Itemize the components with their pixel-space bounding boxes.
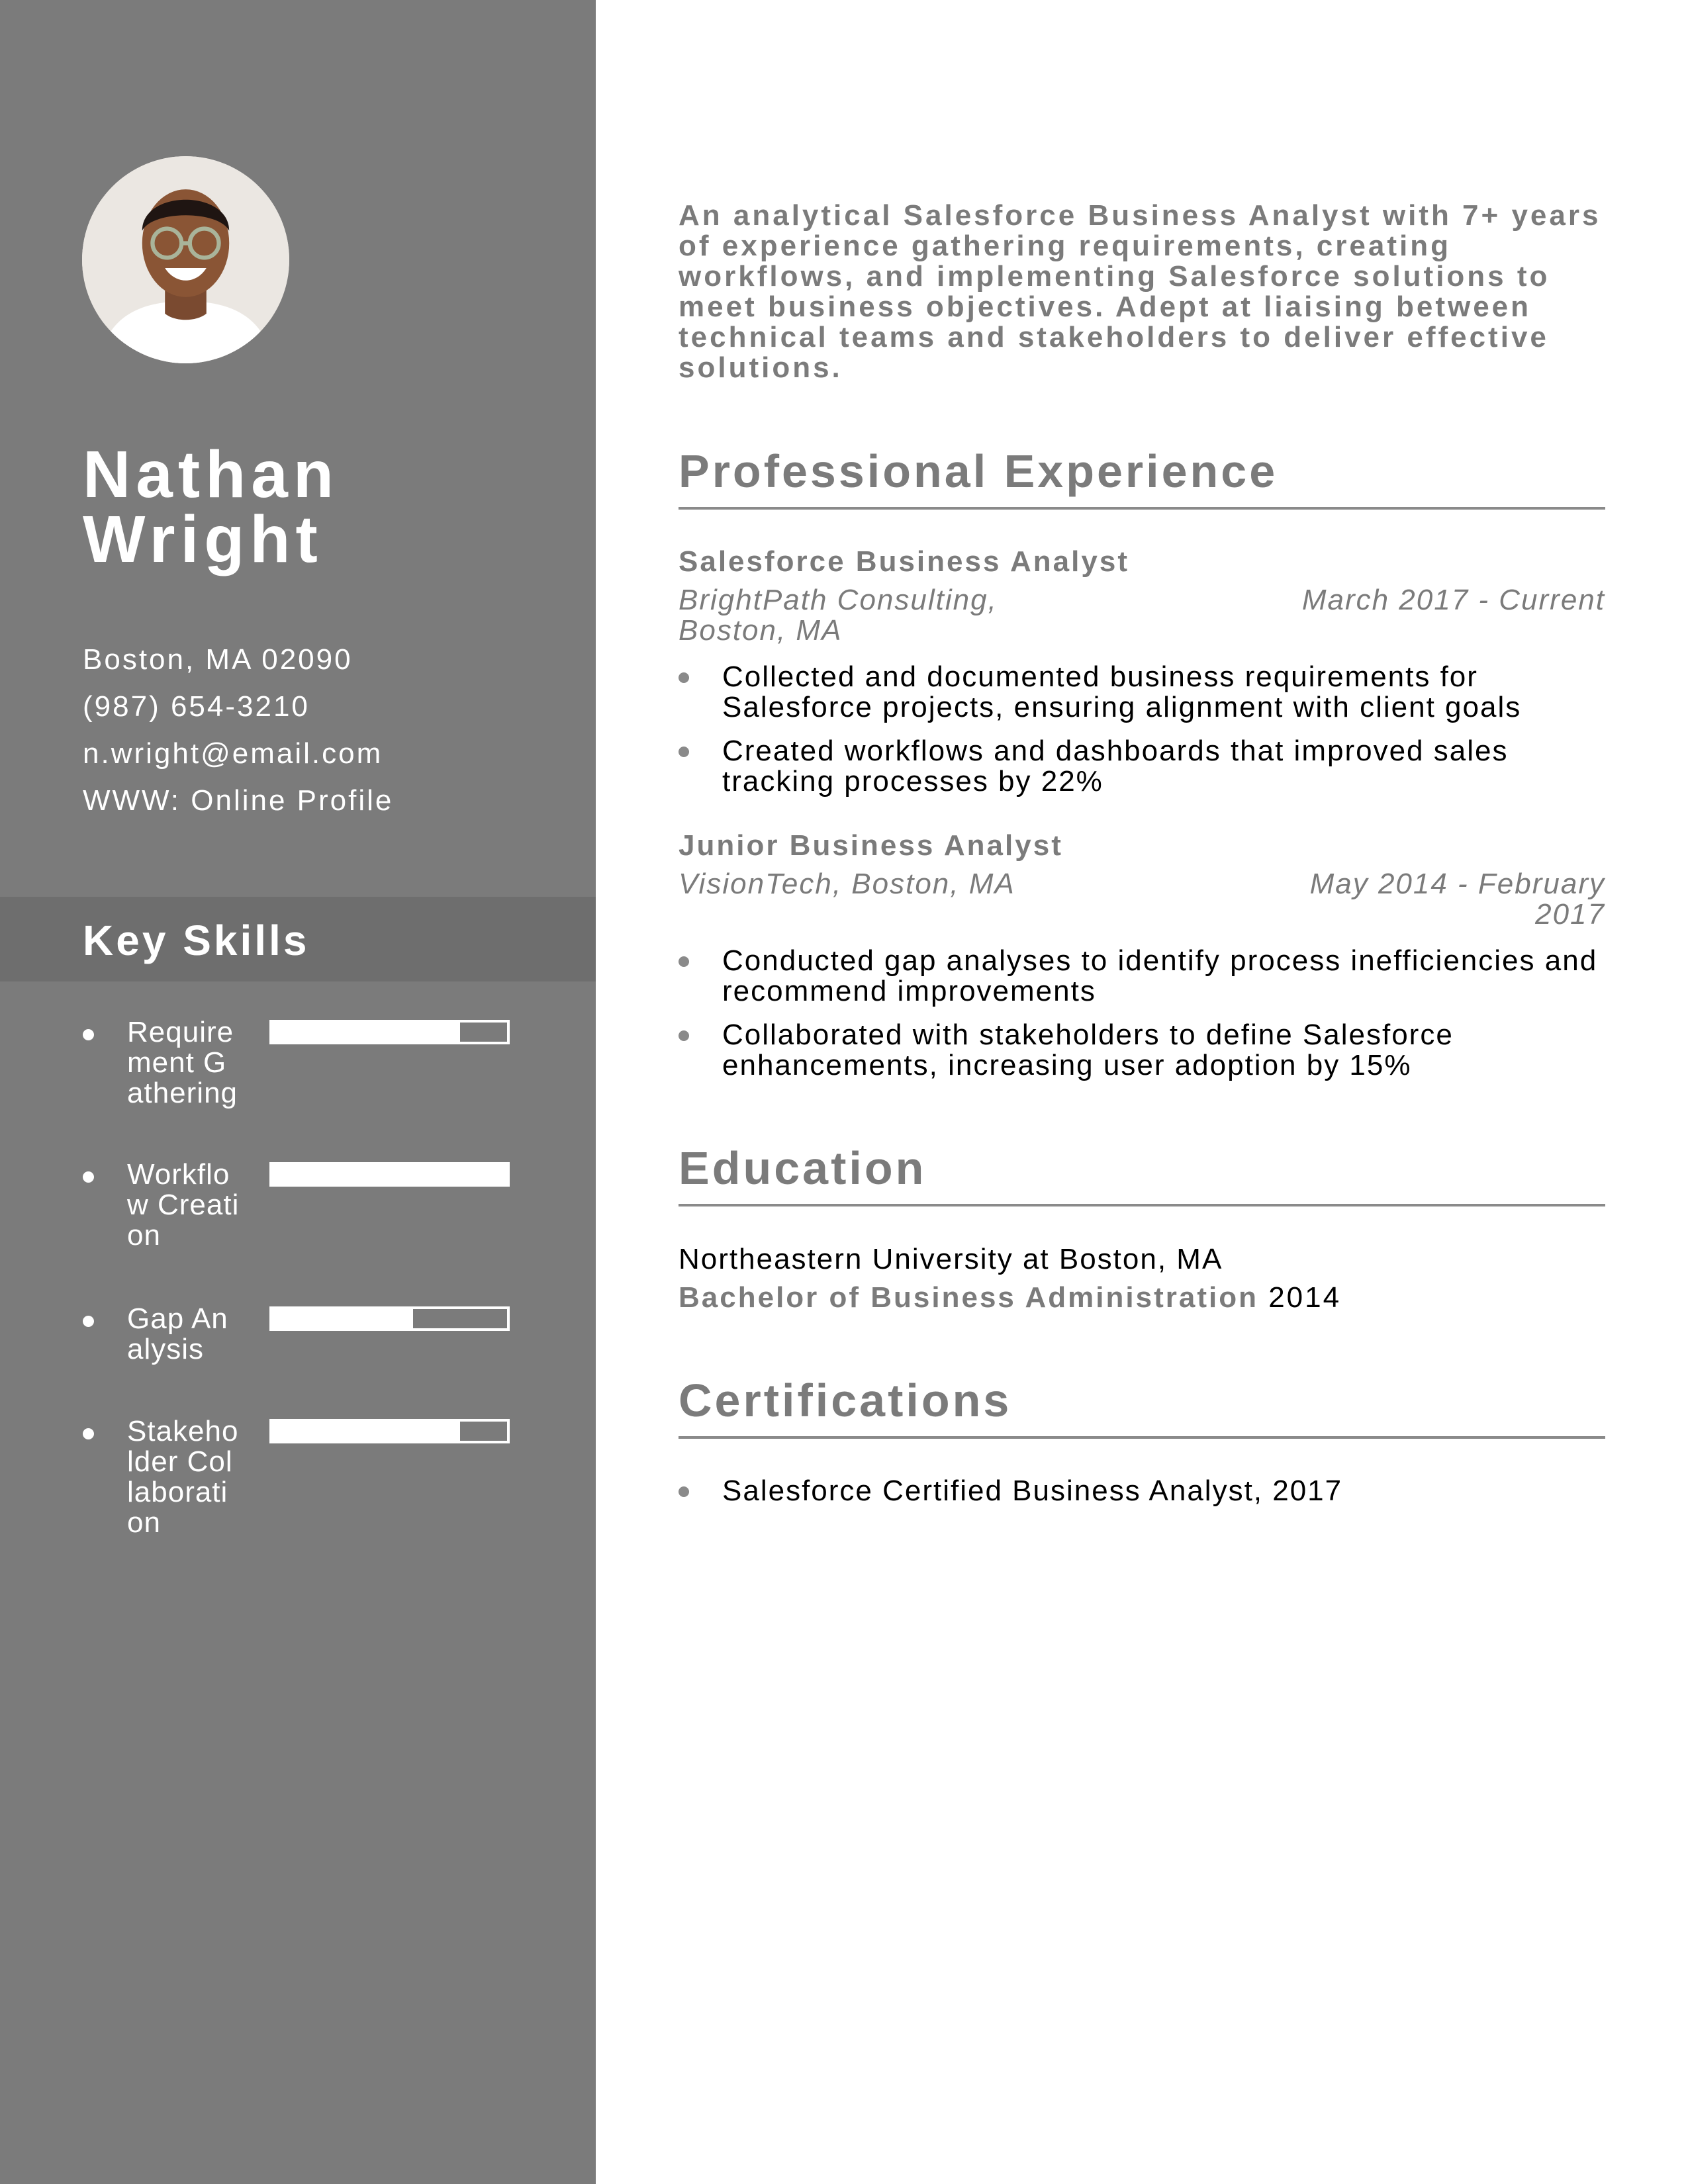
section-divider	[679, 1204, 1605, 1206]
job-title: Junior Business Analyst	[679, 829, 1063, 862]
skill-level-fill	[272, 1023, 460, 1042]
experience-section-title: Professional Experience	[679, 445, 1278, 497]
contact-phone: (987) 654-3210	[83, 690, 310, 723]
profile-photo	[82, 156, 289, 363]
contact-location: Boston, MA 02090	[83, 643, 353, 676]
bullet-icon	[83, 1171, 94, 1183]
skill-level-bar	[269, 1306, 510, 1331]
section-divider	[679, 1436, 1605, 1439]
section-divider	[679, 507, 1605, 510]
sidebar	[0, 0, 596, 2184]
skill-level-fill	[272, 1165, 507, 1184]
education-year: 2014	[1268, 1281, 1342, 1314]
education-degree-line	[679, 1283, 1341, 1313]
contact-info	[83, 639, 393, 827]
bullet-icon	[83, 1316, 94, 1327]
job-bullets	[679, 662, 1605, 810]
skill-level-bar	[269, 1020, 510, 1044]
skill-label: Requirement Gathering	[127, 1016, 238, 1109]
skill-label: Stakeholder Collaboration	[127, 1415, 239, 1539]
certification-list	[679, 1476, 1605, 1520]
skill-level-fill	[272, 1309, 413, 1328]
job-dates: March 2017 - Current	[1301, 584, 1605, 616]
person-portrait-icon	[82, 156, 289, 363]
list-item: Collaborated with stakeholders to define Salesforce enhancements, increasing user adoption by 15%	[679, 1020, 1605, 1081]
skill-level-bar	[269, 1419, 510, 1443]
bullet-icon	[83, 1029, 94, 1040]
bullet-icon	[83, 1428, 94, 1439]
job-company: VisionTech, Boston, MA	[679, 868, 1015, 900]
professional-summary: An analytical Salesforce Business Analyst with 7+ years of experience gathering requirements, creating workflows, and implementing Salesforce solutions to meet business objectives. Adept at liaising between technical teams and stakeholders to deliver effective solutions.	[679, 199, 1601, 384]
job-company: BrightPath Consulting, Boston, MA	[679, 584, 998, 647]
skills-title: Key Skills	[83, 917, 310, 964]
skill-level-bar	[269, 1162, 510, 1187]
education-school: Northeastern University at Boston, MA	[679, 1243, 1223, 1275]
skill-label: Workflow Creation	[127, 1158, 240, 1251]
contact-website-link[interactable]: WWW: Online Profile	[83, 784, 394, 817]
list-item: Conducted gap analyses to identify process inefficiencies and recommend improvements	[679, 946, 1605, 1007]
education-degree: Bachelor of Business Administration	[679, 1281, 1258, 1314]
skill-label: Gap Analysis	[127, 1302, 228, 1365]
job-bullets	[679, 946, 1605, 1094]
job-dates: May 2014 - February 2017	[1309, 868, 1605, 931]
list-item: Created workflows and dashboards that improved sales tracking processes by 22%	[679, 736, 1605, 797]
job-title: Salesforce Business Analyst	[679, 545, 1129, 578]
last-name: Wright	[83, 502, 323, 576]
list-item: Salesforce Certified Business Analyst, 2017	[679, 1476, 1605, 1506]
certifications-section-title: Certifications	[679, 1375, 1012, 1426]
first-name: Nathan	[83, 437, 339, 512]
skill-level-fill	[272, 1422, 460, 1441]
candidate-name	[83, 437, 339, 576]
contact-email[interactable]: n.wright@email.com	[83, 737, 383, 770]
list-item: Collected and documented business requirements for Salesforce projects, ensuring alignment with client goals	[679, 662, 1605, 723]
education-section-title: Education	[679, 1142, 927, 1194]
